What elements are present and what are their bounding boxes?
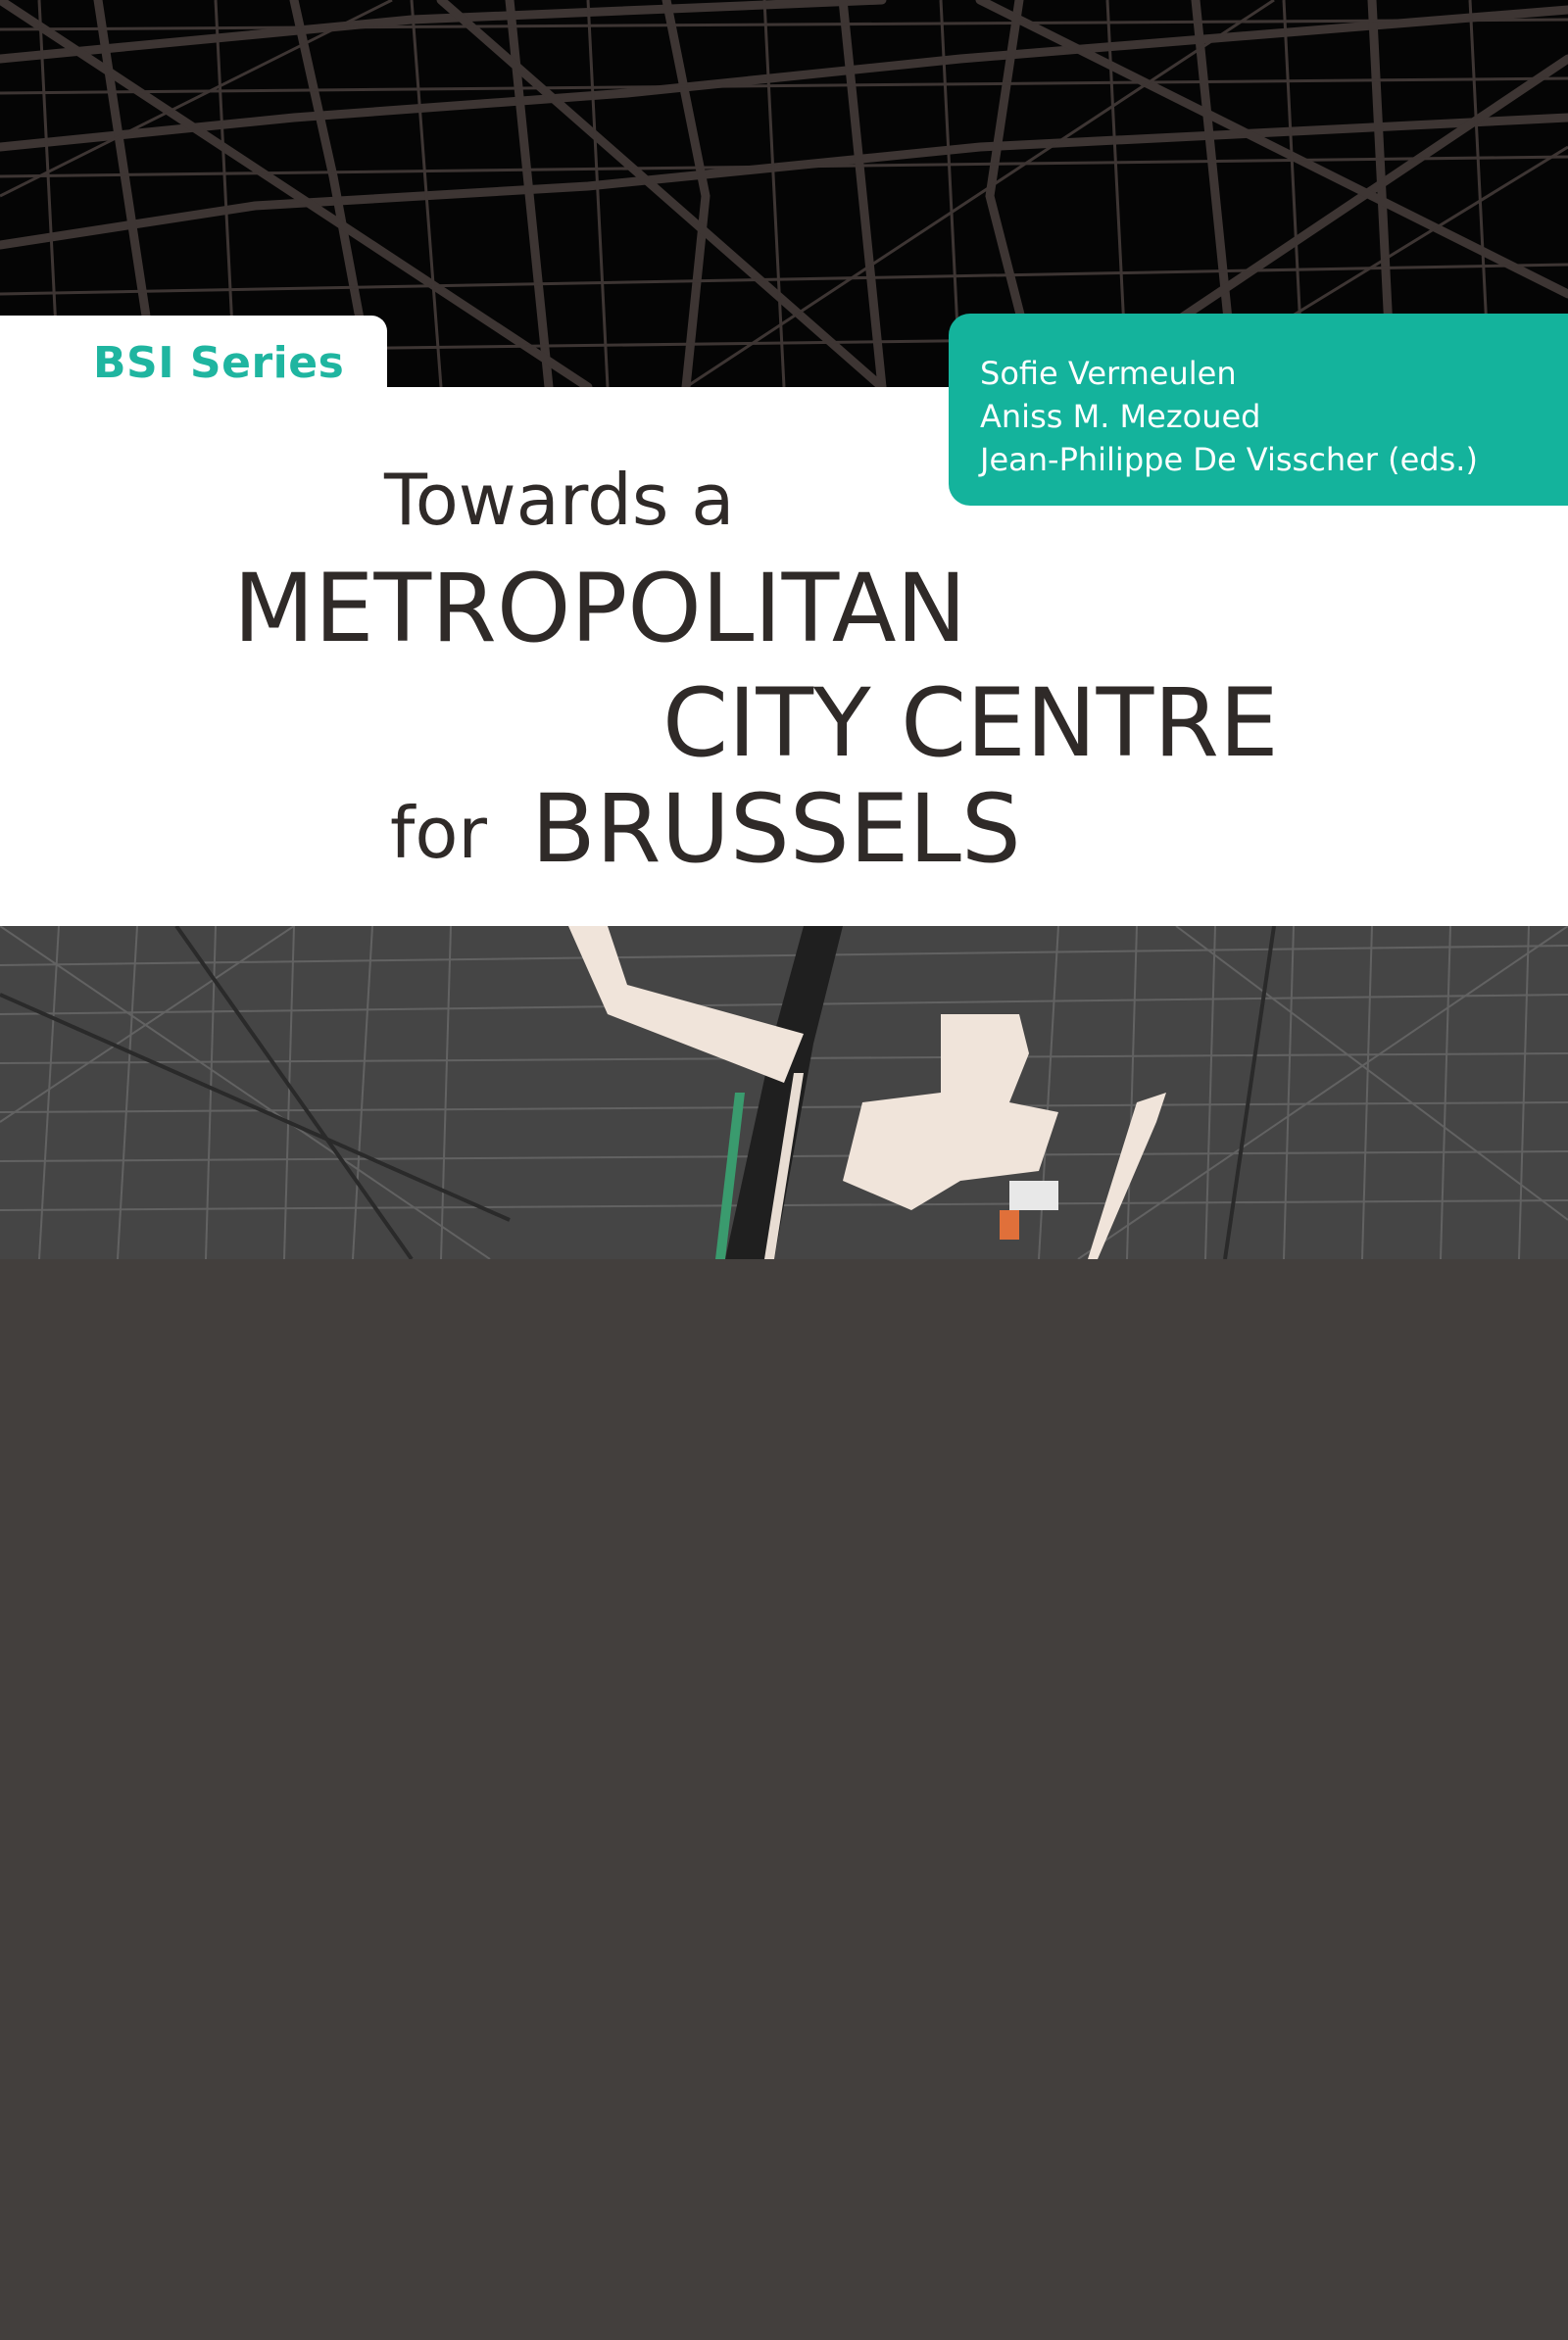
author-name: Sofie Vermeulen (980, 355, 1237, 392)
lower-panel (0, 1259, 1568, 2340)
title-line-3: CITY CENTRE (662, 668, 1279, 778)
title-line-1: Towards a (384, 459, 735, 541)
title-line-4-main: BRUSSELS (531, 774, 1021, 884)
title-line-4-prefix: for (390, 792, 487, 874)
aerial-photo-graphic (0, 926, 1568, 1259)
series-label: BSI Series (93, 338, 345, 388)
title-line-2: METROPOLITAN (233, 554, 967, 663)
author-name: Aniss M. Mezoued (980, 398, 1261, 435)
aerial-photo (0, 926, 1568, 1259)
author-name: Jean-Philippe De Visscher (eds.) (980, 441, 1478, 478)
